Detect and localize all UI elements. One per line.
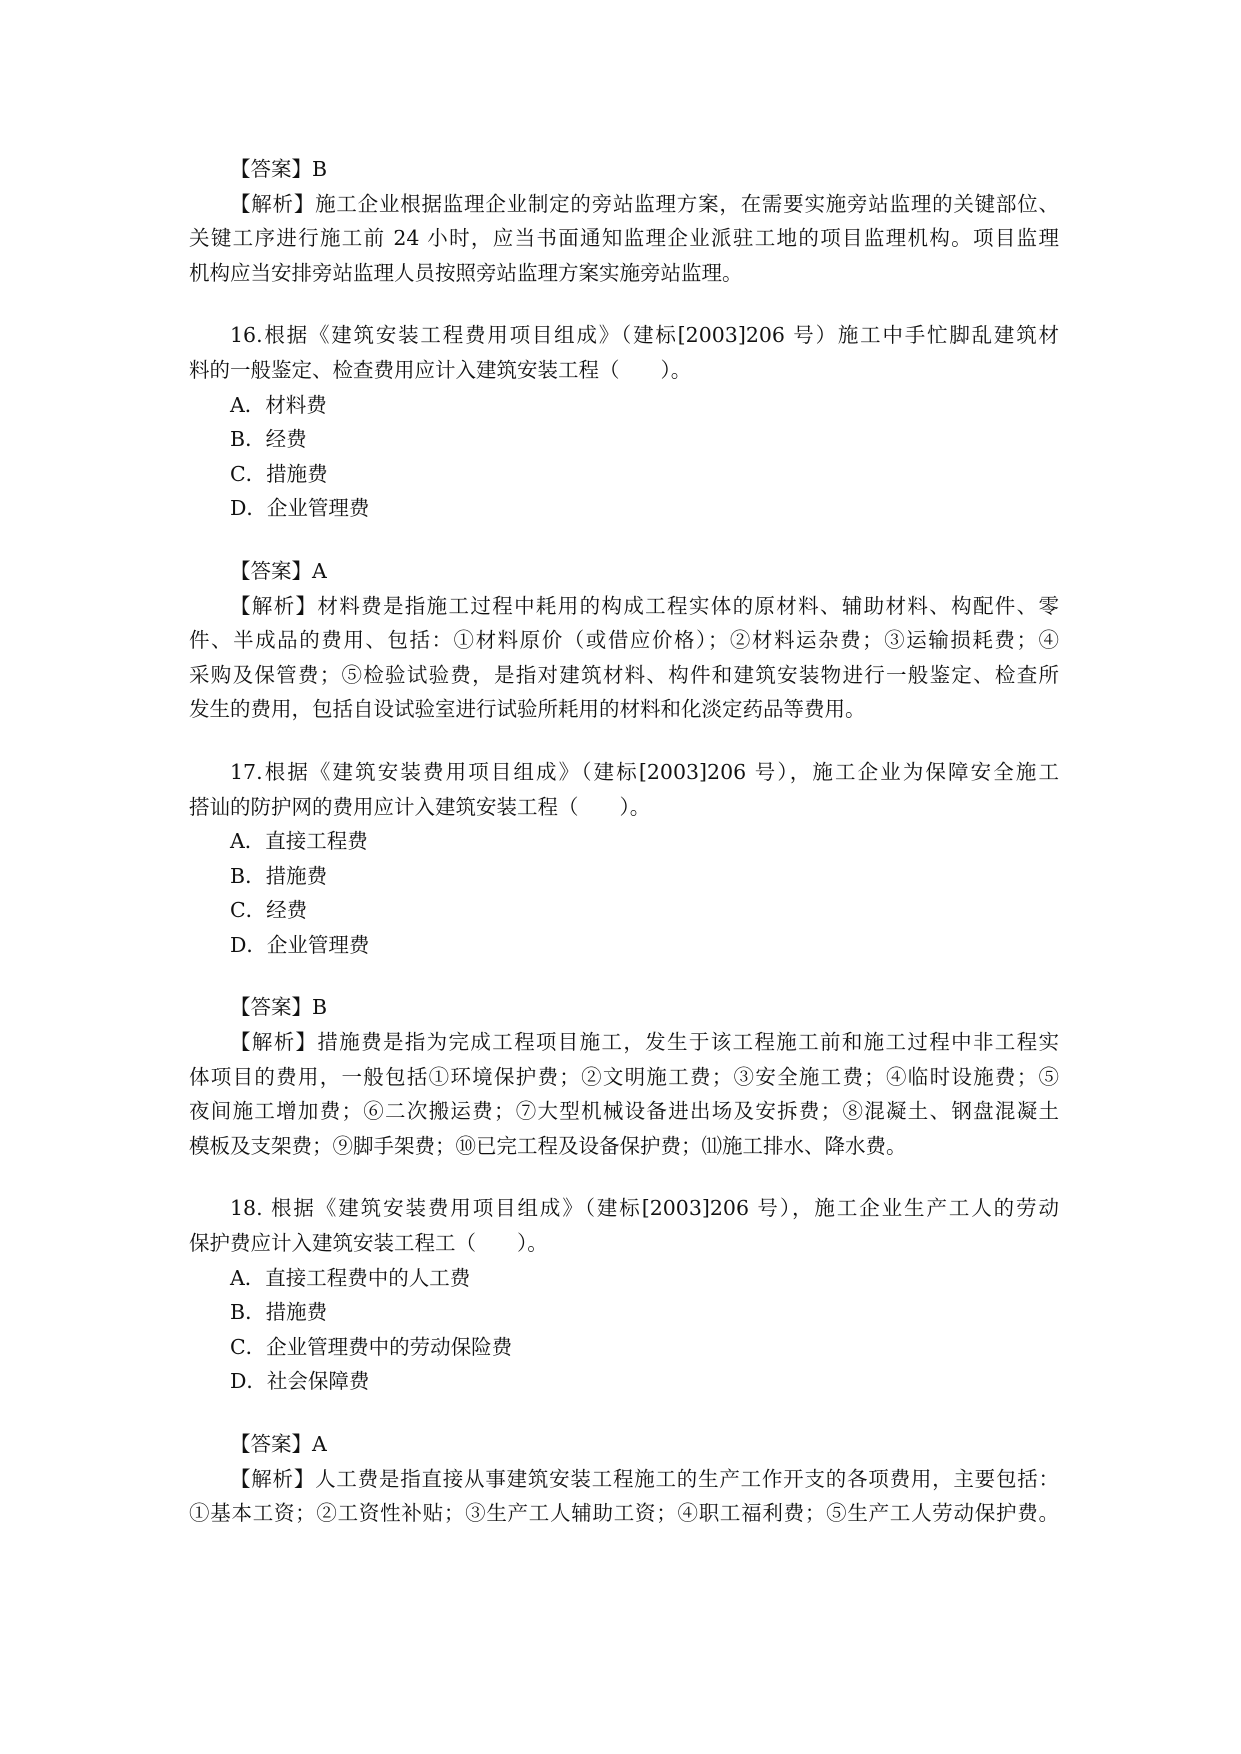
analysis-line: 采购及保管费；⑤检验试验费，是指对建筑材料、构件和建筑安装物进行一般鉴定、检查所 bbox=[189, 662, 1059, 687]
analysis-line: 体项目的费用，一般包括①环境保护费；②文明施工费；③安全施工费；④临时设施费；⑤ bbox=[189, 1064, 1059, 1089]
analysis-line: 机构应当安排旁站监理人员按照旁站监理方案实施旁站监理。 bbox=[189, 260, 743, 285]
option-d: D．社会保障费 bbox=[230, 1369, 370, 1394]
analysis-line: 发生的费用，包括自设试验室进行试验所耗用的材料和化淡定药品等费用。 bbox=[189, 697, 866, 722]
analysis-line: 【解析】人工费是指直接从事建筑安装工程施工的生产工作开支的各项费用，主要包括： bbox=[230, 1466, 1059, 1491]
answer-label: 【答案】B bbox=[230, 157, 328, 181]
analysis-line: 件、半成品的费用、包括：①材料原价（或借应价格）；②材料运杂费；③运输损耗费；④ bbox=[189, 628, 1059, 653]
analysis-line: ①基本工资；②工资性补贴；③生产工人辅助工资；④职工福利费；⑤生产工人劳动保护费。 bbox=[189, 1501, 1059, 1526]
question-18-text: 保护费应计入建筑安装工程工（ ）。 bbox=[189, 1231, 548, 1256]
question-16-text: 料的一般鉴定、检查费用应计入建筑安装工程（ ）。 bbox=[189, 357, 692, 382]
question-17-text: 17.根据《建筑安装费用项目组成》（建标[2003]206 号），施工企业为保障安全施工 bbox=[230, 759, 1059, 784]
option-c: C．措施费 bbox=[230, 461, 328, 486]
option-c: C．企业管理费中的劳动保险费 bbox=[230, 1334, 513, 1359]
answer-label: 【答案】A bbox=[230, 558, 327, 583]
analysis-line: 【解析】措施费是指为完成工程项目施工，发生于该工程施工前和施工过程中非工程实 bbox=[230, 1030, 1059, 1055]
option-b: B．经费 bbox=[230, 427, 307, 452]
option-a: A．直接工程费中的人工费 bbox=[230, 1265, 471, 1290]
option-a: A．直接工程费 bbox=[230, 829, 368, 854]
question-16-text: 16.根据《建筑安装工程费用项目组成》（建标[2003]206 号）施工中手忙脚乱建筑材 bbox=[230, 323, 1059, 348]
option-d: D．企业管理费 bbox=[230, 932, 370, 957]
option-b: B．措施费 bbox=[230, 1300, 328, 1325]
analysis-line: 关键工序进行施工前 24 小时，应当书面通知监理企业派驻工地的项目监理机构。项目监理 bbox=[189, 226, 1059, 251]
answer-label: 【答案】A bbox=[230, 1432, 327, 1456]
analysis-line: 模板及支架费；⑨脚手架费；⑩已完工程及设备保护费；⑾施工排水、降水费。 bbox=[189, 1133, 907, 1158]
option-a: A．材料费 bbox=[230, 392, 327, 417]
option-b: B．措施费 bbox=[230, 863, 328, 888]
question-18-text: 18. 根据《建筑安装费用项目组成》（建标[2003]206 号），施工企业生产工人的劳动 bbox=[230, 1196, 1059, 1221]
question-17-text: 搭讪的防护网的费用应计入建筑安装工程（ ）。 bbox=[189, 794, 651, 819]
analysis-line: 【解析】施工企业根据监理企业制定的旁站监理方案，在需要实施旁站监理的关键部位、 bbox=[230, 191, 1059, 216]
answer-label: 【答案】B bbox=[230, 995, 328, 1020]
option-c: C．经费 bbox=[230, 898, 308, 923]
page-content bbox=[189, 152, 1059, 1531]
option-d: D．企业管理费 bbox=[230, 496, 370, 521]
analysis-line: 【解析】材料费是指施工过程中耗用的构成工程实体的原材料、辅助材料、构配件、零 bbox=[230, 593, 1059, 618]
analysis-line: 夜间施工增加费；⑥二次搬运费；⑦大型机械设备进出场及安拆费；⑧混凝土、钢盘混凝土 bbox=[189, 1099, 1059, 1124]
